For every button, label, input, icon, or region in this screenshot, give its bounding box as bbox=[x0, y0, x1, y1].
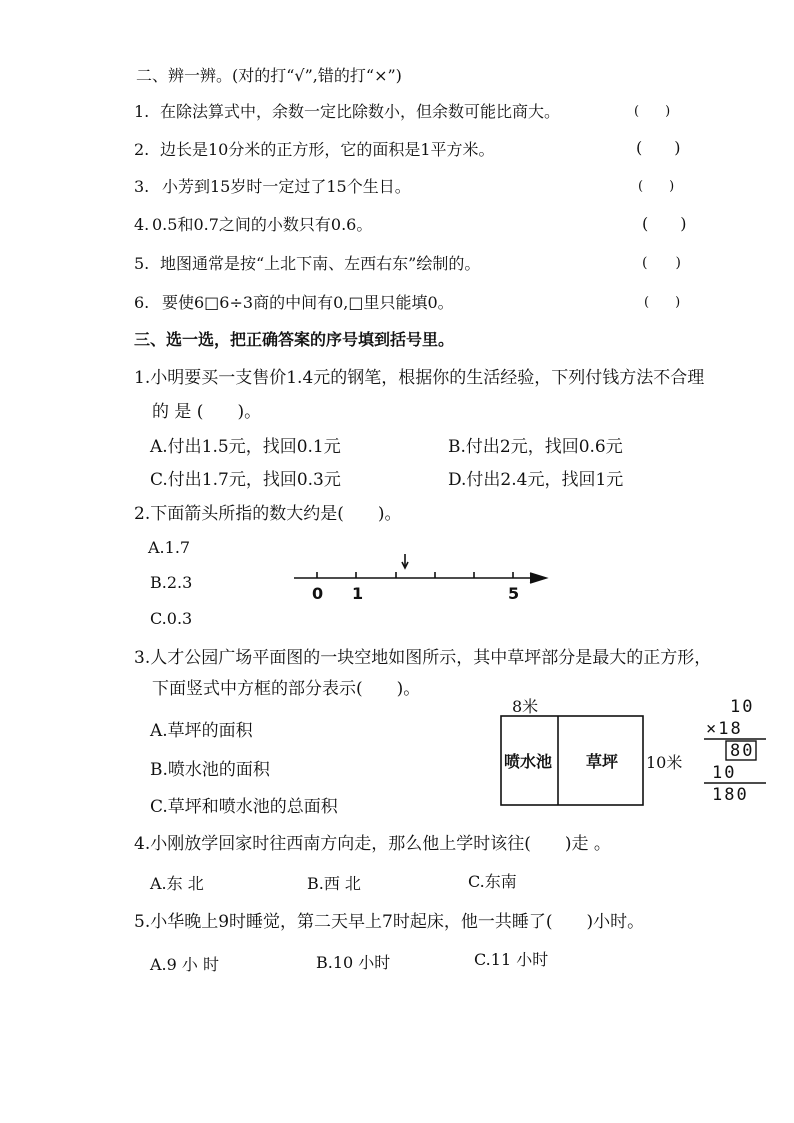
judge-item-2-answer-paren[interactable]: ( ) bbox=[636, 138, 681, 157]
choice-q5-option-b[interactable]: B.10 小时 bbox=[316, 953, 391, 972]
section2-heading: 二、辨一辨。(对的打“√”,错的打“×”) bbox=[136, 66, 402, 85]
number-line-label-0: 0 bbox=[312, 584, 324, 603]
choice-q5-option-a[interactable]: A.9 小 时 bbox=[150, 955, 219, 974]
judge-item-4-number: 4. bbox=[134, 215, 150, 234]
judge-item-4-answer-paren[interactable]: ( ) bbox=[642, 214, 687, 233]
calc-row-multiplier: ×18 bbox=[706, 719, 743, 739]
judge-item-6-text: 要使6□6÷3商的中间有0,□里只能填0。 bbox=[162, 293, 454, 312]
park-figure-side-label: 10米 bbox=[646, 753, 683, 772]
calc-row-result: 180 bbox=[712, 785, 749, 805]
section3-heading: 三、选一选，把正确答案的序号填到括号里。 bbox=[134, 330, 455, 349]
choice-q2-option-b[interactable]: B.2.3 bbox=[150, 573, 193, 592]
choice-q1-line1: 1.小明要买一支售价1.4元的钢笔，根据你的生活经验，下列付钱方法不合理 bbox=[134, 368, 705, 388]
choice-q5-text: 5.小华晚上9时睡觉，第二天早上7时起床，他一共睡了( )小时。 bbox=[134, 912, 645, 932]
choice-q1-option-b[interactable]: B.付出2元，找回0.6元 bbox=[448, 437, 623, 457]
judge-item-4-text: 0.5和0.7之间的小数只有0.6。 bbox=[152, 215, 373, 234]
choice-q3-option-c[interactable]: C.草坪和喷水池的总面积 bbox=[150, 797, 338, 817]
judge-item-6-number: 6. bbox=[134, 293, 150, 312]
choice-q4-text: 4.小刚放学回家时往西南方向走，那么他上学时该往( )走 。 bbox=[134, 834, 611, 854]
choice-q4-option-b[interactable]: B.西 北 bbox=[307, 874, 361, 893]
judge-item-5-answer-paren[interactable]: ( ) bbox=[642, 255, 681, 271]
park-figure-top-label: 8米 bbox=[512, 697, 539, 716]
number-line-label-1: 1 bbox=[352, 584, 364, 603]
choice-q3-line2: 下面竖式中方框的部分表示( )。 bbox=[152, 679, 421, 699]
judge-item-3-text: 小芳到15岁时一定过了15个生日。 bbox=[162, 177, 411, 196]
judge-item-2-number: 2. bbox=[134, 140, 150, 159]
calc-row-partial-2: 10 bbox=[712, 763, 737, 783]
choice-q3-option-a[interactable]: A.草坪的面积 bbox=[150, 721, 253, 741]
choice-q1-option-c[interactable]: C.付出1.7元，找回0.3元 bbox=[150, 470, 341, 490]
choice-q4-option-c[interactable]: C.东南 bbox=[468, 872, 517, 891]
choice-q1-line2: 的 是 ( )。 bbox=[152, 402, 262, 422]
choice-q2-text: 2.下面箭头所指的数大约是( )。 bbox=[134, 504, 402, 524]
choice-q2-option-a[interactable]: A.1.7 bbox=[148, 538, 191, 557]
park-fountain-label: 喷水池 bbox=[504, 752, 553, 771]
judge-item-6-answer-paren[interactable]: ( ) bbox=[644, 295, 681, 310]
park-lawn-label: 草坪 bbox=[586, 752, 619, 771]
judge-item-5-number: 5. bbox=[134, 254, 150, 273]
judge-item-5-text: 地图通常是按“上北下南、左西右东”绘制的。 bbox=[160, 254, 481, 273]
judge-item-1-text: 在除法算式中，余数一定比除数小，但余数可能比商大。 bbox=[160, 102, 561, 121]
judge-item-1-answer-paren[interactable]: ( ) bbox=[634, 104, 671, 119]
judge-item-3-number: 3. bbox=[134, 177, 150, 196]
choice-q1-option-a[interactable]: A.付出1.5元，找回0.1元 bbox=[150, 437, 341, 457]
choice-q5-option-c[interactable]: C.11 小时 bbox=[474, 950, 549, 969]
calc-row-multiplicand: 10 bbox=[730, 697, 755, 717]
choice-q3-option-b[interactable]: B.喷水池的面积 bbox=[150, 760, 270, 780]
judge-item-1-number: 1. bbox=[134, 102, 150, 121]
number-line-label-5: 5 bbox=[508, 584, 520, 603]
choice-q1-option-d[interactable]: D.付出2.4元，找回1元 bbox=[448, 470, 624, 490]
choice-q2-option-c[interactable]: C.0.3 bbox=[150, 609, 193, 628]
judge-item-3-answer-paren[interactable]: ( ) bbox=[638, 179, 675, 194]
number-line-arrowhead bbox=[530, 573, 546, 583]
judge-item-2-text: 边长是10分米的正方形，它的面积是1平方米。 bbox=[160, 140, 495, 159]
choice-q3-line1: 3.人才公园广场平面图的一块空地如图所示，其中草坪部分是最大的正方形， bbox=[134, 648, 712, 668]
calc-row-partial-1: 80 bbox=[730, 741, 755, 761]
choice-q4-option-a[interactable]: A.东 北 bbox=[150, 874, 204, 893]
